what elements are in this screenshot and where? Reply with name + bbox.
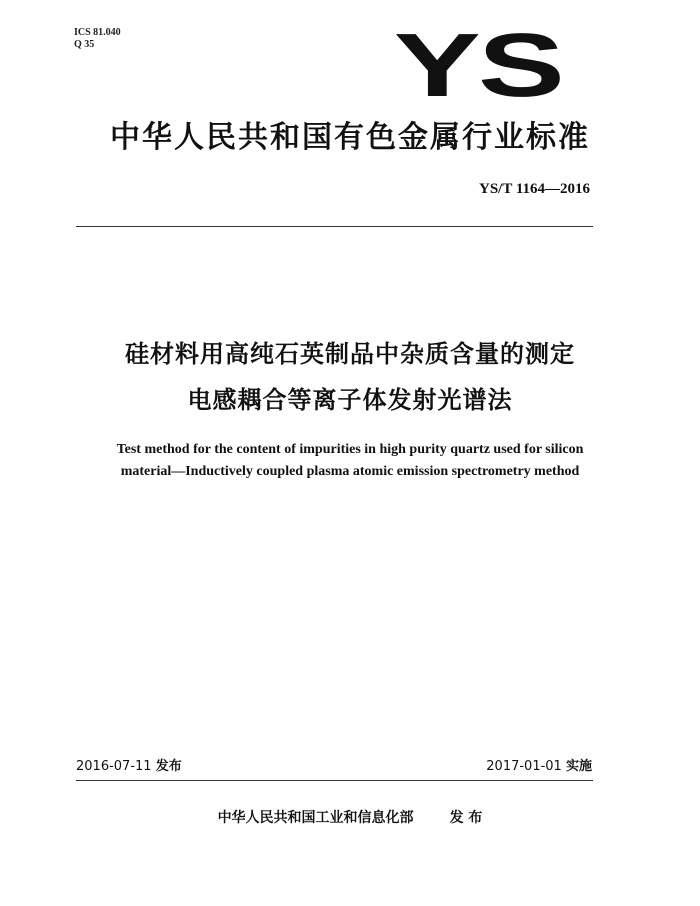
ics-code: ICS 81.040 (74, 27, 121, 38)
document-title-cn-line2: 电感耦合等离子体发射光谱法 (187, 386, 513, 414)
issue-date: 2016-07-11 (76, 759, 152, 774)
publisher-action: 发 布 (449, 810, 483, 826)
implement-label: 实施 (565, 759, 592, 774)
publisher-name: 中华人民共和国工业和信息化部 (217, 810, 414, 826)
issue-date-block (76, 758, 182, 776)
ccs-code: Q 35 (74, 39, 95, 50)
header-divider (76, 226, 593, 227)
document-title-en-line2: material—Inductively coupled plasma atomic emission spectrometry method (120, 464, 580, 479)
implement-date: 2017-01-01 (486, 759, 562, 774)
issue-label: 发布 (155, 759, 182, 774)
implement-date-block (486, 758, 592, 776)
document-title-en-line1: Test method for the content of impurities in high purity quartz used for silicon (116, 442, 584, 457)
document-title-cn-line1: 硅材料用高纯石英制品中杂质含量的测定 (125, 340, 575, 368)
standard-number: YS/T 1164—2016 (479, 181, 590, 197)
footer-divider (76, 780, 593, 781)
standard-category-title: 中华人民共和国有色金属行业标准 (110, 120, 590, 155)
ys-logo: YS (393, 16, 562, 116)
publisher-line (0, 808, 700, 828)
classification-codes (74, 27, 121, 51)
